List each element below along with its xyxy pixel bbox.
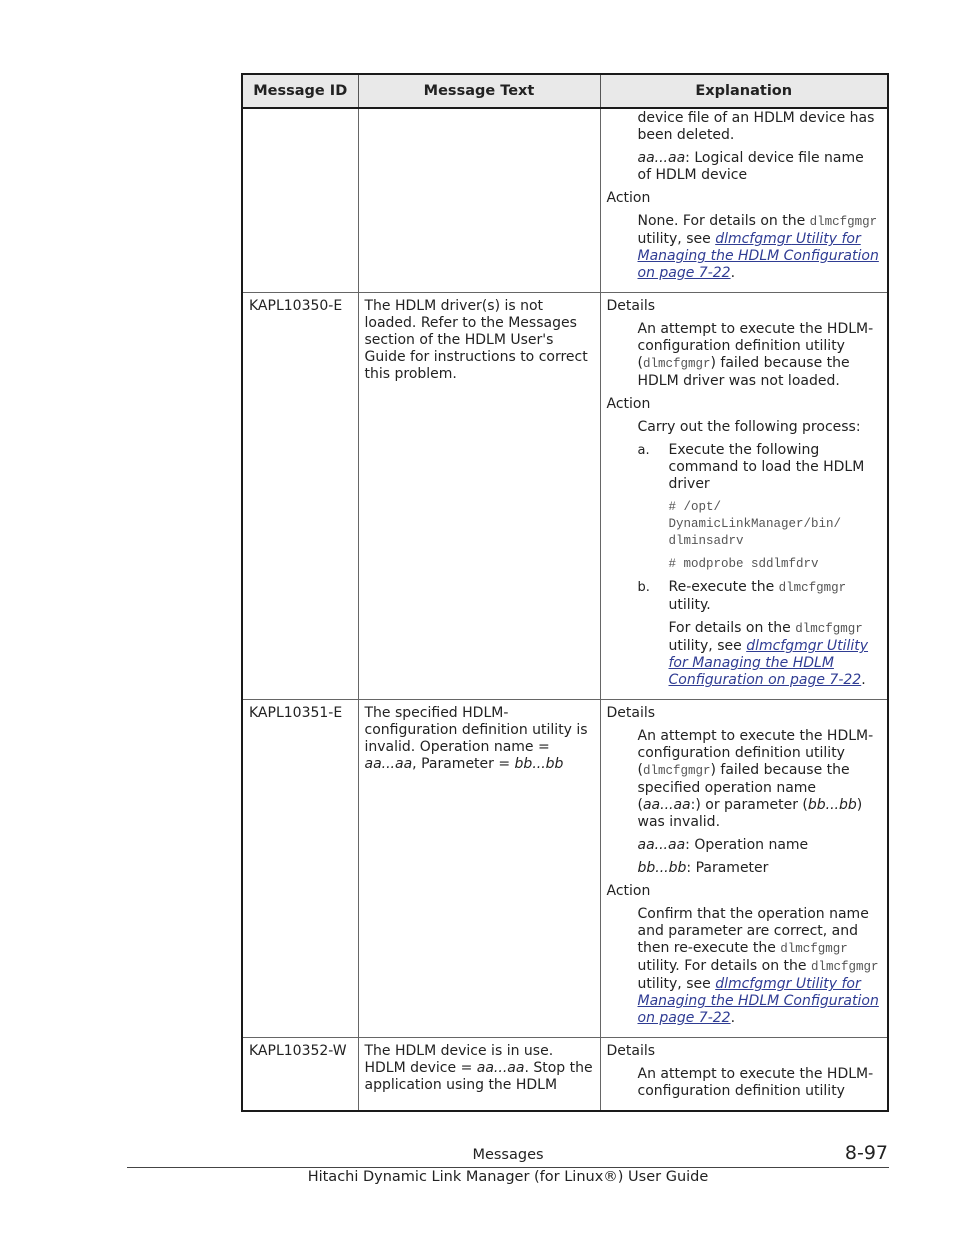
message-table xyxy=(241,73,889,1112)
message-text-cell: The HDLM device is in use. HDLM device = aa...aa. Stop the application using the HDLM xyxy=(358,1038,600,1112)
page-number: 8-97 xyxy=(844,1142,888,1164)
footer-guide-title: Hitachi Dynamic Link Manager (for Linux®) User Guide xyxy=(307,1169,709,1185)
message-id-cell: KAPL10351-E xyxy=(242,700,358,1038)
explanation-cell: Details An attempt to execute the HDLM-configuration definition utility xyxy=(600,1038,888,1112)
explanation-cell: Details An attempt to execute the HDLM-configuration definition utility (dlmcfgmgr) failed because the specified operation name (aa...aa:) or parameter (bb...bb) was invalid. aa...aa: Operation name bb...bb: Parameter Action Confirm that the operation name and parameter are correct, and then re-execute the dlmcfgmgr utility. For details on the dlmcfgmgr utility, see dlmcfgmgr Utility for Managing the HDLM Configuration on page 7-22. xyxy=(600,700,888,1038)
table-row xyxy=(242,108,888,293)
message-id-cell xyxy=(242,108,358,293)
message-text-cell: The HDLM driver(s) is not loaded. Refer to the Messages section of the HDLM User's Guide for instructions to correct this problem. xyxy=(358,293,600,700)
table-row xyxy=(242,293,888,700)
footer-divider xyxy=(127,1167,889,1168)
message-id-cell: KAPL10350-E xyxy=(242,293,358,700)
col-header-explanation: Explanation xyxy=(600,74,888,108)
explanation-cell: Details An attempt to execute the HDLM-configuration definition utility (dlmcfgmgr) failed because the HDLM driver was not loaded. Action Carry out the following process: a. Execute the following command to load the HDLM driver # /opt/ DynamicLinkManager/bin/ dlminsadrv # modprobe sddlmfdrv b. Re-execute the dlmcfgmgr utility. For details on the dlmcfgmgr utility, see dlmcfgmgr Utility for Managing the HDLM Configuration on page 7-22. xyxy=(600,293,888,700)
message-text-cell: The specified HDLM-configuration definition utility is invalid. Operation name = aa...aa, Parameter = bb...bb xyxy=(358,700,600,1038)
table-row xyxy=(242,1038,888,1112)
col-header-message-text: Message Text xyxy=(358,74,600,108)
table-header-row xyxy=(242,74,888,108)
table-row xyxy=(242,700,888,1038)
col-header-message-id: Message ID xyxy=(242,74,358,108)
explanation-cell: device file of an HDLM device has been deleted. aa...aa: Logical device file name of HDLM device Action None. For details on the dlmcfgmgr utility, see dlmcfgmgr Utility for Managing the HDLM Configuration on page 7-22. xyxy=(600,108,888,293)
footer-section-title: Messages xyxy=(472,1147,544,1163)
message-id-cell: KAPL10352-W xyxy=(242,1038,358,1112)
message-text-cell xyxy=(358,108,600,293)
